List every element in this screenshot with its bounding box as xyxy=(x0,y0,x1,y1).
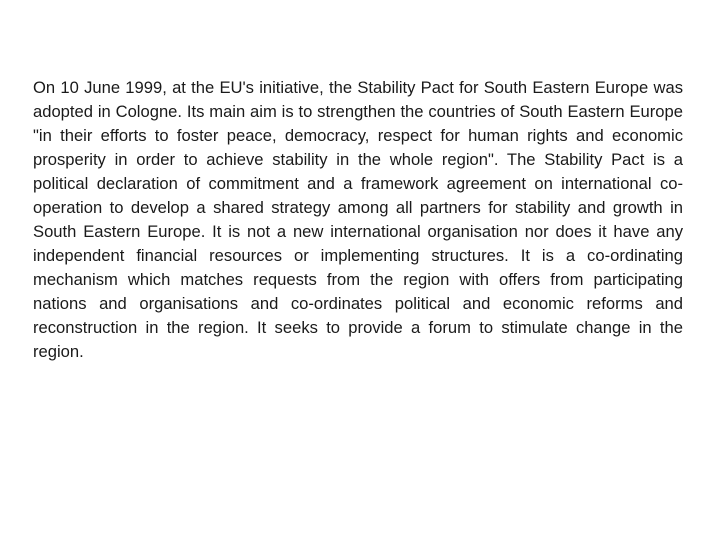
body-paragraph: On 10 June 1999, at the EU's initiative, the Stability Pact for South Eastern Europe was adopted in Cologne. Its main aim is to strengthen the countries of South Eastern Europe "in their efforts to foster peace, democracy, respect for human rights and economic prosperity in order to achieve stability in the whole region". The Stability Pact is a political declaration of commitment and a framework agreement on international co-operation to develop a shared strategy among all partners for stability and growth in South Eastern Europe. It is not a new international organisation nor does it have any independent financial resources or implementing structures. It is a co-ordinating mechanism which matches requests from the region with offers from participating nations and organisations and co-ordinates political and economic reforms and reconstruction in the region. It seeks to provide a forum to stimulate change in the region. xyxy=(33,78,683,361)
